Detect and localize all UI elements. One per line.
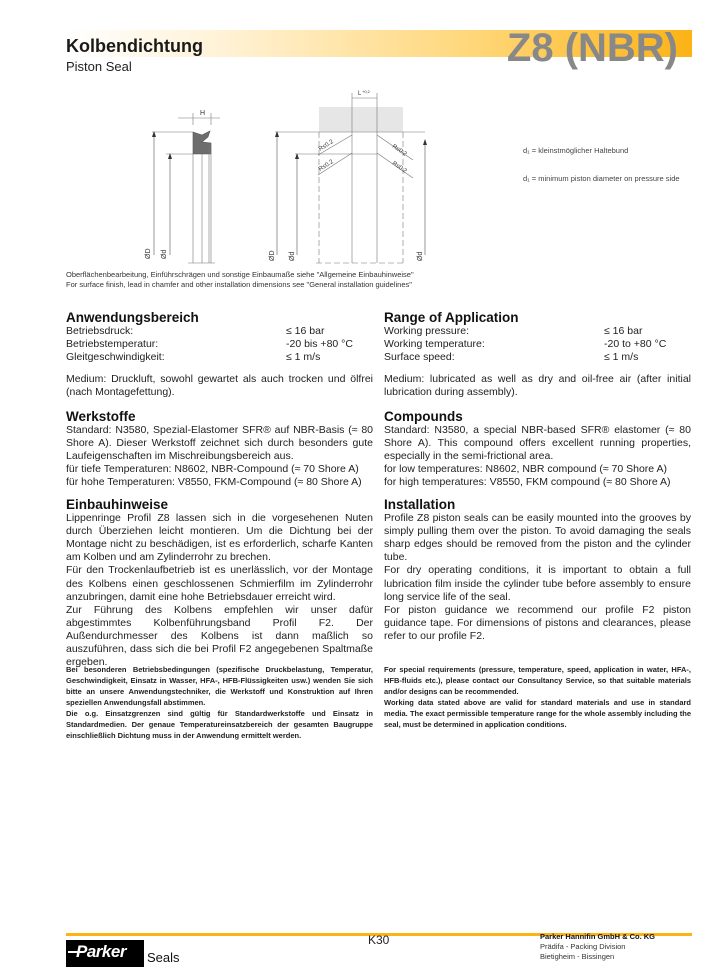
note-de bbox=[66, 664, 373, 741]
section-heading: Range of Application bbox=[384, 310, 519, 325]
logo-suffix: Seals bbox=[147, 950, 180, 965]
installation-p1: Profile Z8 piston seals can be easily mounted into the grooves by simply pulling them over the piston. To avoid damaging the seals sharp edges should be removed from the piston and the cylinder tube. bbox=[384, 512, 691, 564]
svg-text:ØD: ØD bbox=[269, 250, 276, 261]
svg-text:R≤0.2: R≤0.2 bbox=[317, 139, 335, 153]
seal-installation-diagram bbox=[130, 85, 430, 270]
compound-high: for high temperatures: V8550, FKM compound (≈ 80 Shore A) bbox=[384, 476, 671, 489]
diagram-caption bbox=[66, 270, 414, 290]
spec-row: Working pressure: ≤ 16 bar bbox=[384, 325, 643, 338]
installation-p3: Zur Führung des Kolbens empfehlen wir unser dafür abgestimmtes Kolbenführungsband Profil F2. Der Außendurchmesser des Kolbens ist dann maßlich so auszuführen, dass sich die bei Profil F2 angegebenen Spaltmaße ergeben. bbox=[66, 603, 373, 669]
medium-text: Medium: lubricated as well as dry and oil-free air (after initial lubrication during assembly). bbox=[384, 373, 691, 399]
section-anwendungsbereich bbox=[66, 311, 373, 400]
compound-low: for low temperatures: N8602, NBR compound (≈ 70 Shore A) bbox=[384, 463, 667, 476]
medium-text: Medium: Druckluft, sowohl gewartet als auch trocken und ölfrei (nach Montagefettung). bbox=[66, 373, 373, 399]
svg-text:H: H bbox=[200, 110, 206, 117]
svg-text:R≤0.2: R≤0.2 bbox=[390, 160, 408, 175]
diagram-legend bbox=[523, 146, 680, 202]
svg-text:Ød: Ød bbox=[417, 251, 424, 261]
section-einbauhinweise bbox=[66, 498, 373, 669]
page-title: Kolbendichtung bbox=[66, 36, 203, 56]
installation-p2: For dry operating conditions, it is important to obtain a full lubrication film inside the cylinder tube before assembly to ensure long service life of the seal. bbox=[384, 564, 691, 603]
page-subtitle: Piston Seal bbox=[66, 59, 132, 74]
installation-p1: Lippenringe Profil Z8 lassen sich in die vorgesehenen Nuten durch Überziehen leicht montieren. Um die Dichtung bei der Montage nicht zu beschädigen, ist es erforderlich, scharfe Kanten am Kolben und am Zylinderrohr zu brechen. bbox=[66, 512, 373, 564]
spec-row: Working temperature: -20 to +80 °C bbox=[384, 338, 667, 351]
note-p1: For special requirements (pressure, temperature, speed, application in water, HFA-, HFB-fluids etc.), please contact our Consultancy Service, so that suitable materials and/or designs can be recommended. bbox=[384, 665, 691, 696]
spec-row: Gleitgeschwindigkeit: ≤ 1 m/s bbox=[66, 351, 321, 364]
section-installation bbox=[384, 498, 691, 643]
svg-text:R≤0.2: R≤0.2 bbox=[317, 159, 335, 173]
svg-text:R≤0.2: R≤0.2 bbox=[390, 143, 408, 158]
company-location: Bietigheim - Bissingen bbox=[540, 952, 615, 961]
installation-p3: For piston guidance we recommend our profile F2 piston guidance tape. For dimensions of pistons and clearances, please refer to our profile F2. bbox=[384, 603, 691, 642]
caption-de: Oberflächenbearbeitung, Einführschrägen und sonstige Einbaumaße siehe "Allgemeine Einbauhinweise" bbox=[66, 270, 414, 279]
svg-text:Ød: Ød bbox=[289, 251, 296, 261]
section-heading: Einbauhinweise bbox=[66, 497, 169, 512]
svg-text:L: L bbox=[358, 91, 362, 97]
company-info bbox=[540, 932, 655, 962]
svg-text:+0,2: +0,2 bbox=[362, 89, 370, 94]
note-p2: Die o.g. Einsatzgrenzen sind gültig für Standardwerkstoffe und Einsatz in Standardmedien. Der genaue Temperatureinsatzbereich der gesamten Baugruppe einschließlich Dichtung muss in der Anwendung ermittelt werden. bbox=[66, 709, 373, 740]
caption-en: For surface finish, lead in chamfer and other installation dimensions see "General installation guidelines" bbox=[66, 280, 412, 289]
logo-text: Parker bbox=[76, 942, 126, 961]
company-name: Parker Hannifin GmbH & Co. KG bbox=[540, 932, 656, 941]
compound-text: Standard: N3580, Spezial-Elastomer SFR® auf NBR-Basis (≈ 80 Shore A). Dieser Werkstoff zeichnet sich durch besonders gute Laufeigenschaften im Mischreibungsbereich aus. bbox=[66, 424, 373, 463]
note-en bbox=[384, 664, 691, 730]
section-heading: Werkstoffe bbox=[66, 409, 136, 424]
section-heading: Compounds bbox=[384, 409, 463, 424]
company-division: Prädifa - Packing Division bbox=[540, 942, 626, 951]
compound-text: Standard: N3580, a special NBR-based SFR® elastomer (≈ 80 Shore A). This compound offers excellent running properties, especially in the semi-frictional area. bbox=[384, 424, 691, 463]
section-werkstoffe bbox=[66, 410, 373, 490]
legend-de: d₁ = kleinstmöglicher Haltebund bbox=[523, 146, 629, 155]
section-compounds bbox=[384, 410, 691, 490]
svg-text:ØD: ØD bbox=[145, 248, 152, 259]
section-heading: Installation bbox=[384, 497, 456, 512]
legend-en: d₁ = minimum piston diameter on pressure side bbox=[523, 174, 680, 183]
note-p1: Bei besonderen Betriebsbedingungen (spezifische Druckbelastung, Temperatur, Geschwindigkeit, Einsatz in Wasser, HFA-, HFB-Flüssigkeiten usw.) wenden Sie sich bitte an unsere Anwendungstechniker, die Werkstoff und Konstruktion auf Ihren speziellen Anwendungsfall abstimmen. bbox=[66, 665, 373, 707]
page-number: K30 bbox=[368, 933, 390, 947]
product-code: Z8 (NBR) bbox=[506, 26, 678, 70]
svg-text:Ød: Ød bbox=[161, 249, 168, 259]
compound-low: für tiefe Temperaturen: N8602, NBR-Compound (≈ 70 Shore A) bbox=[66, 463, 359, 476]
section-range-of-application bbox=[384, 311, 691, 400]
spec-row: Surface speed: ≤ 1 m/s bbox=[384, 351, 639, 364]
note-p2: Working data stated above are valid for standard materials and use in standard media. The exact permissible temperature range for the whole assembly including the seal, must be determined in application conditions. bbox=[384, 698, 691, 729]
spec-row: Betriebstemperatur: -20 bis +80 °C bbox=[66, 338, 353, 351]
installation-p2: Für den Trockenlaufbetrieb ist es unerlässlich, vor der Montage des Kolbens einen geschlossenen Schmierfilm im Zylinderrohr anzubringen, damit eine hohe Betriebsdauer erreicht wird. bbox=[66, 564, 373, 603]
section-heading: Anwendungsbereich bbox=[66, 310, 199, 325]
spec-row: Betriebsdruck: ≤ 16 bar bbox=[66, 325, 325, 338]
compound-high: für hohe Temperaturen: V8550, FKM-Compound (≈ 80 Shore A) bbox=[66, 476, 362, 489]
